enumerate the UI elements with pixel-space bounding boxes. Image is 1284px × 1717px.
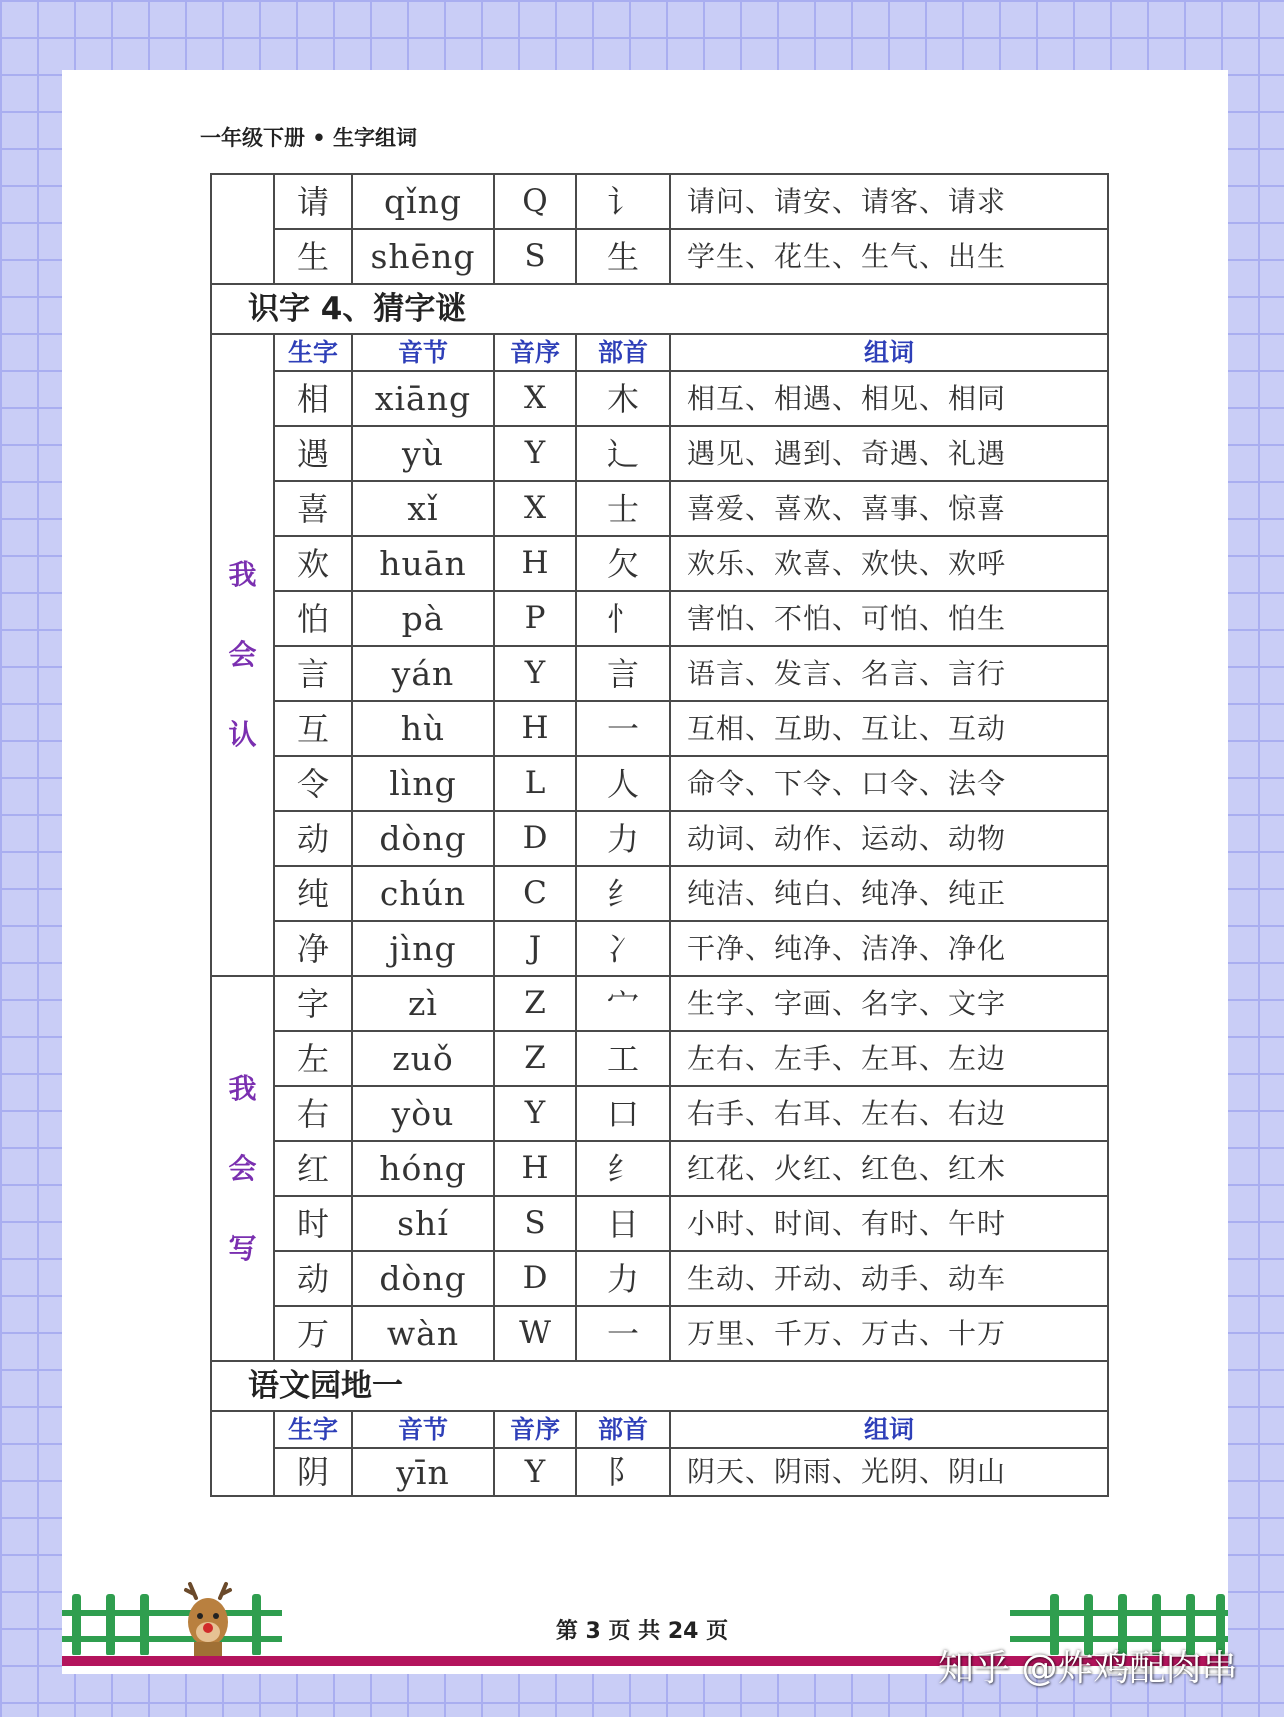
- section-title: 识字 4、猜字谜: [211, 284, 1108, 334]
- pinyin-cell: xǐ: [352, 481, 494, 536]
- pinyin-cell: shēng: [352, 229, 494, 284]
- character-cell: 字: [274, 976, 352, 1031]
- sequence-letter-cell: C: [494, 866, 576, 921]
- sequence-letter-cell: X: [494, 481, 576, 536]
- table-row: [211, 481, 1108, 536]
- table-row: [211, 426, 1108, 481]
- words-cell: 喜爱、喜欢、喜事、惊喜: [670, 481, 1108, 536]
- pinyin-cell: huān: [352, 536, 494, 591]
- header-sequence: 音序: [494, 1411, 576, 1448]
- character-cell: 左: [274, 1031, 352, 1086]
- words-cell: 学生、花生、生气、出生: [670, 229, 1108, 284]
- radical-cell: 一: [576, 1306, 670, 1361]
- character-cell: 阴: [274, 1448, 352, 1496]
- group-label-char: 会: [228, 1151, 257, 1185]
- section-title-row: [211, 284, 1108, 334]
- character-cell: 红: [274, 1141, 352, 1196]
- group-label: [211, 334, 274, 976]
- section-title: 语文园地一: [211, 1361, 1108, 1411]
- pinyin-cell: chún: [352, 866, 494, 921]
- radical-cell: 言: [576, 646, 670, 701]
- table-row: [211, 1086, 1108, 1141]
- character-cell: 请: [274, 174, 352, 229]
- character-cell: 净: [274, 921, 352, 976]
- blank-group-cell: [211, 1411, 274, 1496]
- watermark: 知乎 @炸鸡配肉串: [938, 1648, 1238, 1689]
- table-row: [211, 1031, 1108, 1086]
- character-cell: 遇: [274, 426, 352, 481]
- radical-cell: 纟: [576, 1141, 670, 1196]
- character-cell: 右: [274, 1086, 352, 1141]
- header-character: 生字: [274, 1411, 352, 1448]
- sequence-letter-cell: Y: [494, 1448, 576, 1496]
- table-row: [211, 1251, 1108, 1306]
- sequence-letter-cell: H: [494, 536, 576, 591]
- words-cell: 红花、火红、红色、红木: [670, 1141, 1108, 1196]
- table-row: [211, 811, 1108, 866]
- words-cell: 害怕、不怕、可怕、怕生: [670, 591, 1108, 646]
- sequence-letter-cell: Q: [494, 174, 576, 229]
- table-body: [211, 174, 1108, 1496]
- pinyin-cell: dòng: [352, 1251, 494, 1306]
- words-cell: 遇见、遇到、奇遇、礼遇: [670, 426, 1108, 481]
- table-row: [211, 1196, 1108, 1251]
- words-cell: 生动、开动、动手、动车: [670, 1251, 1108, 1306]
- sequence-letter-cell: Z: [494, 976, 576, 1031]
- table-row: [211, 229, 1108, 284]
- table-row: [211, 701, 1108, 756]
- page-number: 第 3 页 共 24 页: [555, 1619, 729, 1644]
- radical-cell: 口: [576, 1086, 670, 1141]
- group-label-char: 我: [228, 558, 257, 591]
- radical-cell: 冫: [576, 921, 670, 976]
- header-words: 组词: [670, 334, 1108, 371]
- pinyin-cell: zì: [352, 976, 494, 1031]
- radical-cell: 阝: [576, 1448, 670, 1496]
- header-pinyin: 音节: [352, 1411, 494, 1448]
- table-row: [211, 756, 1108, 811]
- sequence-letter-cell: Y: [494, 426, 576, 481]
- character-cell: 欢: [274, 536, 352, 591]
- pinyin-cell: zuǒ: [352, 1031, 494, 1086]
- table-row: [211, 1306, 1108, 1361]
- header-radical: 部首: [576, 334, 670, 371]
- column-header-row: [211, 334, 1108, 371]
- character-cell: 时: [274, 1196, 352, 1251]
- group-label: [211, 976, 274, 1361]
- sequence-letter-cell: Z: [494, 1031, 576, 1086]
- pinyin-cell: shí: [352, 1196, 494, 1251]
- sequence-letter-cell: S: [494, 229, 576, 284]
- sequence-letter-cell: L: [494, 756, 576, 811]
- character-cell: 相: [274, 371, 352, 426]
- pinyin-cell: yīn: [352, 1448, 494, 1496]
- table-row: [211, 866, 1108, 921]
- pinyin-cell: yán: [352, 646, 494, 701]
- table-row: [211, 976, 1108, 1031]
- pinyin-cell: xiāng: [352, 371, 494, 426]
- character-cell: 纯: [274, 866, 352, 921]
- table-row: [211, 591, 1108, 646]
- words-cell: 动词、动作、运动、动物: [670, 811, 1108, 866]
- table-row: [211, 1141, 1108, 1196]
- radical-cell: 生: [576, 229, 670, 284]
- character-cell: 互: [274, 701, 352, 756]
- header-sequence: 音序: [494, 334, 576, 371]
- words-cell: 纯洁、纯白、纯净、纯正: [670, 866, 1108, 921]
- words-cell: 语言、发言、名言、言行: [670, 646, 1108, 701]
- radical-cell: 工: [576, 1031, 670, 1086]
- radical-cell: 讠: [576, 174, 670, 229]
- header-pinyin: 音节: [352, 334, 494, 371]
- sequence-letter-cell: Y: [494, 1086, 576, 1141]
- radical-cell: 士: [576, 481, 670, 536]
- blank-group-cell: [211, 174, 274, 284]
- radical-cell: 力: [576, 1251, 670, 1306]
- section-title-row: [211, 1361, 1108, 1411]
- sequence-letter-cell: H: [494, 701, 576, 756]
- sequence-letter-cell: Y: [494, 646, 576, 701]
- pinyin-cell: dòng: [352, 811, 494, 866]
- words-cell: 阴天、阴雨、光阴、阴山: [670, 1448, 1108, 1496]
- pinyin-cell: hù: [352, 701, 494, 756]
- words-cell: 左右、左手、左耳、左边: [670, 1031, 1108, 1086]
- radical-cell: 忄: [576, 591, 670, 646]
- table-row: [211, 646, 1108, 701]
- pinyin-cell: yòu: [352, 1086, 494, 1141]
- radical-cell: 力: [576, 811, 670, 866]
- character-cell: 令: [274, 756, 352, 811]
- radical-cell: 一: [576, 701, 670, 756]
- pinyin-cell: wàn: [352, 1306, 494, 1361]
- group-label-char: 写: [228, 1231, 257, 1265]
- character-cell: 言: [274, 646, 352, 701]
- pinyin-cell: qǐng: [352, 174, 494, 229]
- table-row: [211, 1448, 1108, 1496]
- character-table: [210, 173, 1109, 1497]
- words-cell: 请问、请安、请客、请求: [670, 174, 1108, 229]
- pinyin-cell: lìng: [352, 756, 494, 811]
- sequence-letter-cell: W: [494, 1306, 576, 1361]
- character-cell: 生: [274, 229, 352, 284]
- sequence-letter-cell: S: [494, 1196, 576, 1251]
- words-cell: 小时、时间、有时、午时: [670, 1196, 1108, 1251]
- table-row: [211, 371, 1108, 426]
- words-cell: 互相、互助、互让、互动: [670, 701, 1108, 756]
- group-label-char: 认: [228, 718, 257, 751]
- header-radical: 部首: [576, 1411, 670, 1448]
- words-cell: 相互、相遇、相见、相同: [670, 371, 1108, 426]
- radical-cell: 宀: [576, 976, 670, 1031]
- words-cell: 欢乐、欢喜、欢快、欢呼: [670, 536, 1108, 591]
- character-cell: 喜: [274, 481, 352, 536]
- pinyin-cell: hóng: [352, 1141, 494, 1196]
- radical-cell: 纟: [576, 866, 670, 921]
- character-cell: 动: [274, 1251, 352, 1306]
- document-header: 一年级下册 • 生字组词: [200, 126, 418, 150]
- sequence-letter-cell: D: [494, 1251, 576, 1306]
- table-row: [211, 921, 1108, 976]
- words-cell: 命令、下令、口令、法令: [670, 756, 1108, 811]
- sequence-letter-cell: X: [494, 371, 576, 426]
- character-cell: 万: [274, 1306, 352, 1361]
- words-cell: 干净、纯净、洁净、净化: [670, 921, 1108, 976]
- group-label-char: 我: [228, 1071, 257, 1105]
- pinyin-cell: yù: [352, 426, 494, 481]
- words-cell: 生字、字画、名字、文字: [670, 976, 1108, 1031]
- words-cell: 右手、右耳、左右、右边: [670, 1086, 1108, 1141]
- sequence-letter-cell: P: [494, 591, 576, 646]
- character-cell: 动: [274, 811, 352, 866]
- sequence-letter-cell: D: [494, 811, 576, 866]
- header-character: 生字: [274, 334, 352, 371]
- radical-cell: 日: [576, 1196, 670, 1251]
- sequence-letter-cell: J: [494, 921, 576, 976]
- words-cell: 万里、千万、万古、十万: [670, 1306, 1108, 1361]
- table-row: [211, 174, 1108, 229]
- header-words: 组词: [670, 1411, 1108, 1448]
- radical-cell: 辶: [576, 426, 670, 481]
- radical-cell: 人: [576, 756, 670, 811]
- radical-cell: 木: [576, 371, 670, 426]
- pinyin-cell: pà: [352, 591, 494, 646]
- table-row: [211, 536, 1108, 591]
- character-cell: 怕: [274, 591, 352, 646]
- pinyin-cell: jìng: [352, 921, 494, 976]
- group-label-char: 会: [228, 638, 257, 671]
- column-header-row: [211, 1411, 1108, 1448]
- radical-cell: 欠: [576, 536, 670, 591]
- sequence-letter-cell: H: [494, 1141, 576, 1196]
